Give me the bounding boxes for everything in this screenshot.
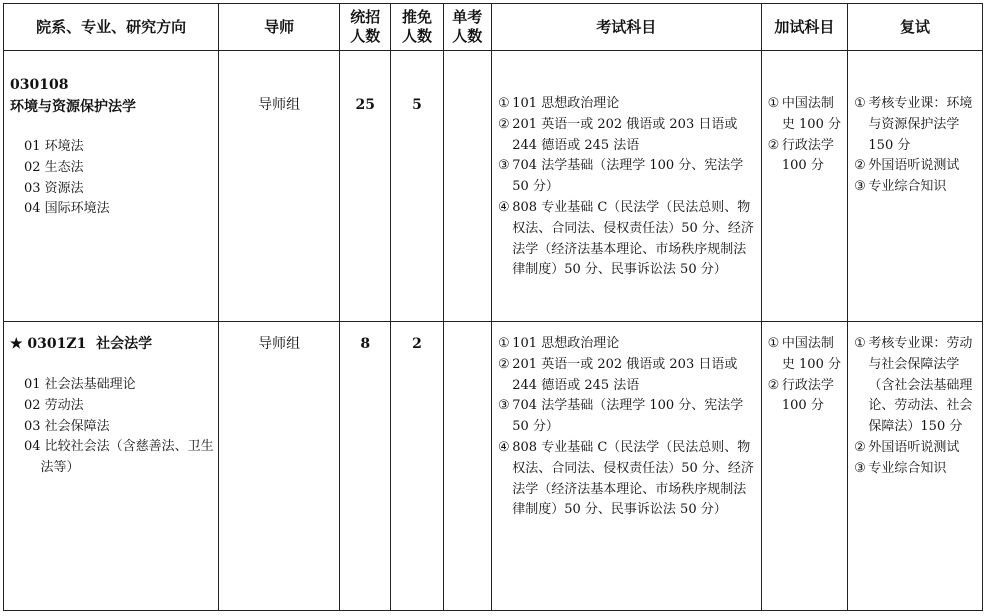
item-marker: ① [497,336,510,351]
direction-item: 02 劳动法 [24,397,84,413]
item-text: 中国法制史 100 分 [781,336,841,372]
header-unified-line1: 统招 [350,8,381,26]
extra-list [762,322,848,417]
item-marker: ② [497,116,510,132]
exam-item [498,115,755,157]
exam-cell [491,51,761,322]
item-marker: ② [767,377,780,393]
exam-list [492,51,761,281]
direction-item: 01 环境法 [24,139,84,154]
retest-item [854,177,976,198]
tutor-cell [219,322,340,611]
item-text: 704 法学基础（法理学 100 分、宪法学 50 分） [512,158,744,195]
unified-cell [340,322,391,611]
item-text: 外国语听说测试 [868,439,960,455]
item-marker: ③ [497,158,510,174]
direction-item: 04 国际环境法 [24,201,110,217]
item-text: 808 专业基础 C（民法学（民法总则、物权法、合同法、侵权责任法）50 分、经济法学（经济法基本理论、市场秩序规制法律制度）50 分、民事诉讼法 50 分） [512,439,754,518]
header-unified-line2: 人数 [350,27,381,45]
item-marker: ② [854,158,866,174]
extra-cell [761,322,848,611]
item-text: 201 英语一或 202 俄语或 203 日语或 244 德语或 245 法语 [512,116,738,153]
single-cell [443,51,491,322]
item-marker: ③ [854,460,866,476]
item-marker: ① [854,96,866,111]
item-text: 101 思想政治理论 [512,336,620,351]
extra-item [768,376,842,418]
table-row [4,322,983,611]
exam-cell [491,322,761,611]
header-exempt [391,4,443,51]
header-single-line2: 人数 [452,27,483,45]
major-code: 030108 [10,77,69,93]
exam-item [498,156,755,198]
item-text: 808 专业基础 C（民法学（民法总则、物权法、合同法、侵权责任法）50 分、经济法学（经济法基本理论、市场秩序规制法律制度）50 分、民事诉讼法 50 分） [512,199,754,278]
item-marker: ④ [497,199,510,215]
item-text: 考核专业课：环境与资源保护法学 150 分 [868,96,973,153]
retest-item [854,438,976,459]
item-text: 考核专业课：劳动与社会保障法学（含社会法基础理论、劳动法、社会保障法）150 分 [868,336,973,435]
item-marker: ② [497,356,510,372]
header-exam: 考试科目 [491,4,761,51]
exam-item [498,438,755,521]
exam-item [498,334,755,355]
unified-count: 8 [360,336,371,352]
tutor-value: 导师组 [258,97,301,113]
exam-item [498,396,755,438]
extra-item [768,334,842,376]
item-marker: ③ [497,398,510,414]
exam-list [492,322,761,521]
major-cell [4,51,219,322]
exam-item [498,94,755,115]
table-header-row [4,4,983,51]
item-text: 101 思想政治理论 [512,96,620,111]
major-cell [4,322,219,611]
exempt-count: 2 [412,336,422,352]
exempt-count: 5 [412,97,422,113]
item-text: 704 法学基础（法理学 100 分、宪法学 50 分） [512,398,744,435]
major-code: ★ 0301Z1 [10,336,87,352]
item-text: 行政法学 100 分 [781,137,834,174]
single-count [444,51,491,95]
direction-item: 03 资源法 [24,180,84,196]
single-count [444,322,491,334]
header-extra: 加试科目 [761,4,848,51]
header-single-line1: 单考 [452,8,483,26]
table-row [4,51,983,322]
extra-item [768,136,842,178]
direction-item: 02 生态法 [24,159,84,175]
item-marker: ① [767,96,780,111]
tutor-value: 导师组 [258,336,301,352]
extra-list [762,51,848,177]
item-text: 专业综合知识 [868,460,947,476]
header-exempt-line2: 人数 [402,27,433,45]
item-text: 外国语听说测试 [868,158,960,174]
item-marker: ② [767,137,780,153]
header-tutor: 导师 [219,4,340,51]
major-name: 社会法学 [96,336,153,352]
extra-cell [761,51,848,322]
header-single [443,4,491,51]
single-cell [443,322,491,611]
header-retest: 复试 [848,4,983,51]
item-marker: ② [854,439,866,455]
item-text: 201 英语一或 202 俄语或 203 日语或 244 德语或 245 法语 [512,356,738,393]
major-title [10,334,214,354]
unified-count: 25 [355,97,375,113]
item-text: 中国法制史 100 分 [781,96,841,132]
retest-cell [848,51,983,322]
exempt-cell [391,51,443,322]
direction-item: 03 社会保障法 [24,418,110,434]
item-marker: ① [497,96,510,111]
header-unified [340,4,391,51]
tutor-cell [219,51,340,322]
retest-item [854,334,976,438]
exam-item [498,355,755,397]
retest-item [854,94,976,156]
retest-item [854,459,976,480]
unified-cell [340,51,391,322]
direction-list [10,137,214,220]
retest-cell [848,322,983,611]
direction-item: 04 比较社会法（含慈善法、卫生法等） [24,439,214,476]
item-marker: ④ [497,439,510,455]
exempt-cell [391,322,443,611]
header-exempt-line1: 推免 [402,8,433,26]
item-marker: ③ [854,179,866,195]
retest-item [854,156,976,177]
item-marker: ① [767,336,780,351]
exam-item [498,198,755,281]
direction-item: 01 社会法基础理论 [24,377,136,392]
admission-plan-table [3,3,983,611]
extra-item [768,94,842,136]
header-dept: 院系、专业、研究方向 [4,4,219,51]
item-marker: ① [854,336,866,351]
direction-list [10,375,214,479]
retest-list [848,322,982,480]
major-name: 环境与资源保护法学 [10,99,136,115]
retest-list [848,51,982,198]
item-text: 行政法学 100 分 [781,377,834,414]
item-text: 专业综合知识 [868,179,947,195]
